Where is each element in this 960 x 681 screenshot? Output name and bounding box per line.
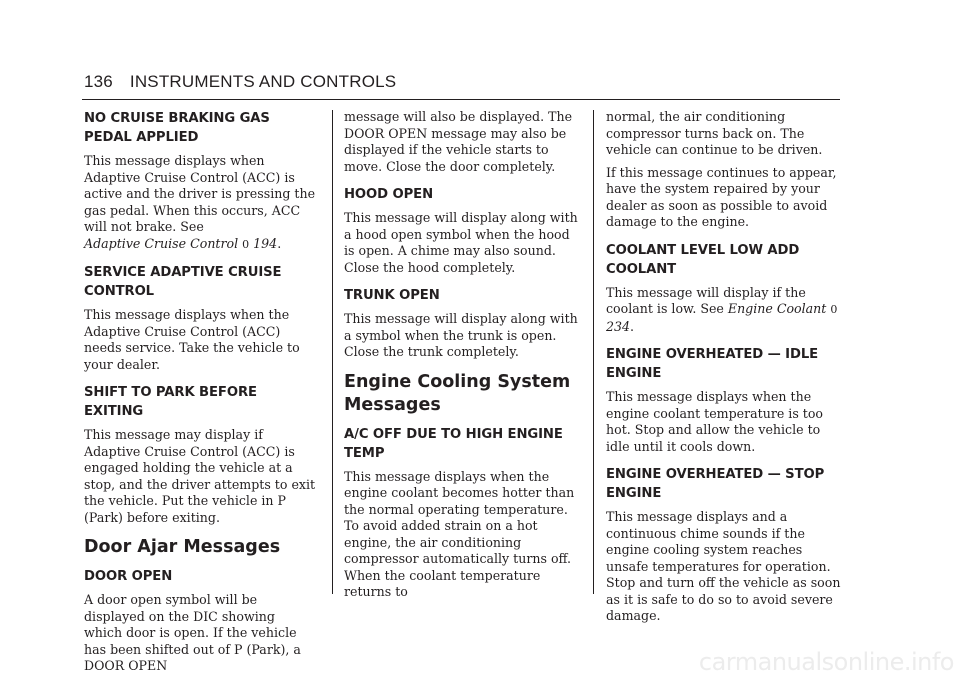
column-divider <box>593 110 594 594</box>
column-1 <box>84 109 316 681</box>
paragraph-engine-overheated-stop: This message displays and a continuous chime sounds if the engine cooling system reaches unsafe temperatures for operation. Stop and turn off the vehicle as soon as it is safe to do so to avoid severe damage. <box>606 509 841 623</box>
watermark: carmanualsonline.info <box>698 648 954 676</box>
cross-reference-link[interactable]: Engine Coolant 0 234 <box>606 301 838 334</box>
heading-shift-to-park: SHIFT TO PARK BEFORE EXITING <box>84 385 257 419</box>
page-ref-arrow-icon: 0 <box>830 303 838 316</box>
column-divider <box>332 110 333 594</box>
page-number: 136 <box>84 72 113 91</box>
heading-engine-overheated-stop: ENGINE OVERHEATED — STOP ENGINE <box>606 467 825 501</box>
paragraph-ac-off-continued: normal, the air conditioning compressor turns back on. The vehicle can continue to be driven. <box>606 109 823 157</box>
heading-ac-off-high-temp: A/C OFF DUE TO HIGH ENGINE TEMP <box>344 426 563 461</box>
paragraph-coolant-level-low: This message will display if the coolant is low. See Engine Coolant 0 234. <box>606 284 838 334</box>
heading-engine-overheated-idle: ENGINE OVERHEATED — IDLE ENGINE <box>606 347 819 381</box>
column-3 <box>606 109 842 631</box>
heading-hood-open: HOOD OPEN <box>344 187 434 202</box>
paragraph-door-open-continued: message will also be displayed. The DOOR OPEN message may also be displayed if the vehicle starts to move. Close the door completely. <box>344 109 573 174</box>
heading-door-open: DOOR OPEN <box>84 569 173 584</box>
cross-reference-link[interactable]: Adaptive Cruise Control 0 194 <box>84 235 278 251</box>
heading-trunk-open: TRUNK OPEN <box>344 288 440 303</box>
heading-door-ajar-messages: Door Ajar Messages <box>84 537 281 557</box>
column-2 <box>344 109 578 607</box>
heading-no-cruise-braking: NO CRUISE BRAKING GAS PEDAL APPLIED <box>84 111 270 145</box>
paragraph-no-cruise-braking: This message displays when Adaptive Cruise Control (ACC) is active and the driver is pressing the gas pedal. When this occurs, ACC will not brake. See Adaptive Cruise Control 0 194. <box>84 153 316 251</box>
heading-engine-cooling-messages: Engine Cooling System Messages <box>344 371 571 415</box>
paragraph-trunk-open: This message will display along with a symbol when the trunk is open. Close the trunk completely. <box>344 311 578 359</box>
paragraph-ac-off-high-temp: This message displays when the engine coolant becomes hotter than the normal operating temperature. To avoid added strain on a hot engine, the air conditioning compressor automatically turns off. When the coolant temperature returns to <box>344 468 575 599</box>
paragraph-ac-off-repair: If this message continues to appear, have the system repaired by your dealer as soon as possible to avoid damage to the engine. <box>606 164 837 229</box>
page-header <box>84 72 396 92</box>
section-title: INSTRUMENTS AND CONTROLS <box>129 72 397 91</box>
header-rule <box>82 99 840 100</box>
paragraph-engine-overheated-idle: This message displays when the engine coolant temperature is too hot. Stop and allow the vehicle to idle until it cools down. <box>606 389 824 454</box>
page-ref-arrow-icon: 0 <box>242 237 250 251</box>
paragraph-hood-open: This message will display along with a hood open symbol when the hood is open. A chime may also sound. Close the hood completely. <box>344 210 578 275</box>
heading-coolant-level-low: COOLANT LEVEL LOW ADD COOLANT <box>606 242 800 277</box>
paragraph-door-open: A door open symbol will be displayed on the DIC showing which door is open. If the vehicle has been shifted out of P (Park), a DOOR OPEN <box>84 592 301 673</box>
heading-service-acc: SERVICE ADAPTIVE CRUISE CONTROL <box>84 265 282 299</box>
paragraph-shift-to-park: This message may display if Adaptive Cruise Control (ACC) is engaged holding the vehicle at a stop, and the driver attempts to exit the vehicle. Put the vehicle in P (Park) before exiting. <box>84 427 316 525</box>
paragraph-service-acc: This message displays when the Adaptive Cruise Control (ACC) needs service. Take the vehicle to your dealer. <box>84 307 300 372</box>
